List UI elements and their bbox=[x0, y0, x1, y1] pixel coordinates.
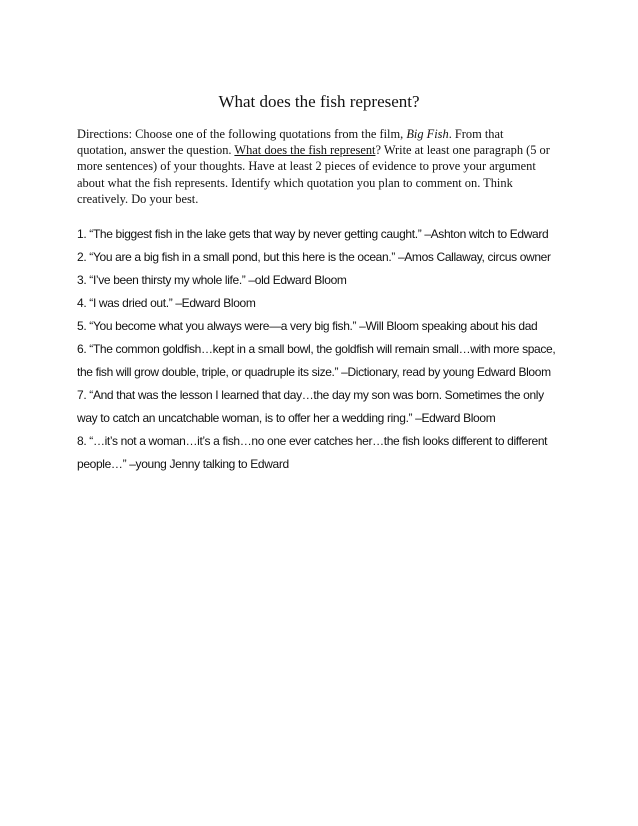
directions-paragraph bbox=[77, 126, 577, 207]
directions-text: Directions: Choose one of the following quotations from the film, bbox=[77, 127, 407, 141]
directions-text: . From that bbox=[448, 127, 504, 141]
quote-5-line-1: 5. “You become what you always were—a very big fish.” –Will Bloom speaking about his dad bbox=[77, 319, 538, 333]
quote-6-line-2: the fish will grow double, triple, or quadruple its size.” –Dictionary, read by young Edward Bloom bbox=[77, 365, 551, 379]
quote-8-line-2: people…” –young Jenny talking to Edward bbox=[77, 457, 289, 471]
film-title: Big Fish bbox=[406, 127, 449, 141]
directions-line-1 bbox=[77, 126, 577, 142]
directions-line-3: more sentences) of your thoughts. Have at least 2 pieces of evidence to prove your argument bbox=[77, 159, 536, 174]
quote-1-line-1: 1. “The biggest fish in the lake gets that way by never getting caught.” –Ashton witch to Edward bbox=[77, 227, 549, 241]
directions-text: ? Write at least one paragraph (5 or bbox=[375, 143, 550, 158]
quote-7-line-1: 7. “And that was the lesson I learned that day…the day my son was born. Sometimes the only bbox=[77, 388, 544, 402]
quote-7-line-2: way to catch an uncatchable woman, is to offer her a wedding ring.” –Edward Bloom bbox=[77, 411, 496, 425]
directions-text: quotation, answer the question. bbox=[77, 143, 235, 158]
directions-line-2 bbox=[77, 142, 577, 158]
quote-8-line-1: 8. “…it’s not a woman…it’s a fish…no one ever catches her…the fish looks different to different bbox=[77, 434, 548, 448]
quote-4-line-1: 4. “I was dried out.” –Edward Bloom bbox=[77, 296, 256, 310]
underlined-question: What does the fish represent bbox=[234, 143, 376, 158]
quote-6-line-1: 6. “The common goldfish…kept in a small bowl, the goldfish will remain small…with more space, bbox=[77, 342, 556, 356]
quote-3-line-1: 3. “I’ve been thirsty my whole life.” –old Edward Bloom bbox=[77, 273, 347, 287]
page-title: What does the fish represent? bbox=[218, 92, 420, 111]
quote-2-line-1: 2. “You are a big fish in a small pond, but this here is the ocean.” –Amos Callaway, circus owner bbox=[77, 250, 551, 264]
directions-line-5: creatively. Do your best. bbox=[77, 191, 199, 206]
directions-line-4: about what the fish represents. Identify which quotation you plan to comment on. Think bbox=[77, 175, 513, 190]
